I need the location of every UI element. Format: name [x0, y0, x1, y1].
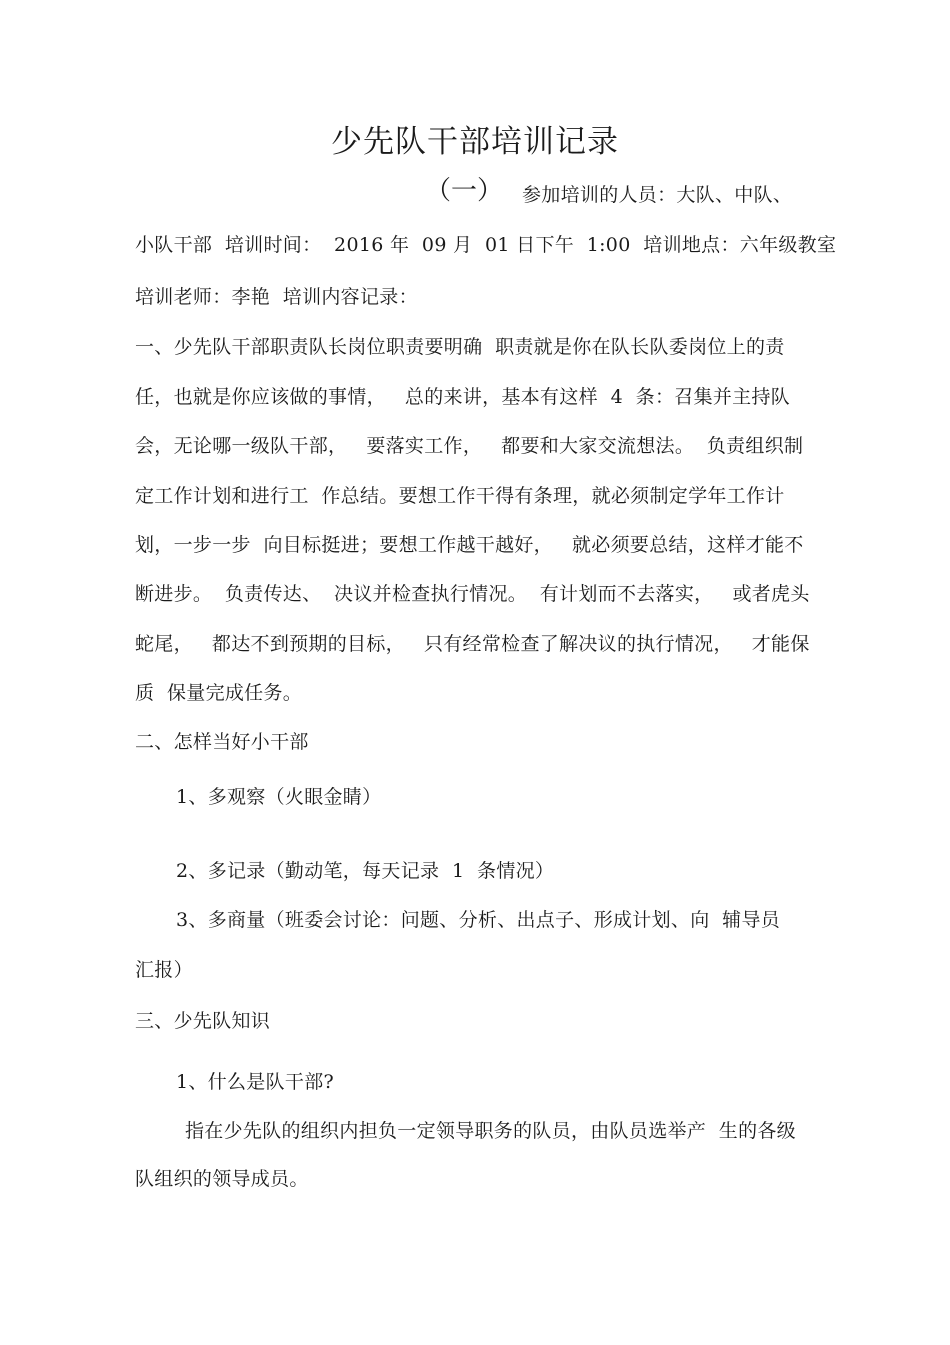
text-line: 指在少先队的组织内担负一定领导职务的队员，由队员选举产 生的各级: [185, 1120, 796, 1142]
text-line: 划，一步一步 向目标挺进；要想工作越干越好， 就必须要总结，这样才能不: [135, 534, 804, 556]
list-item: 1、多观察（火眼金睛）: [176, 786, 382, 808]
section-mark: （一）: [425, 176, 504, 206]
section-heading: 二、怎样当好小干部: [135, 731, 309, 753]
text-line: 培训老师：李艳 培训内容记录：: [135, 286, 418, 308]
text-line: 蛇尾， 都达不到预期的目标， 只有经常检查了解决议的执行情况， 才能保: [135, 633, 810, 655]
text-line: 会，无论哪一级队干部， 要落实工作， 都要和大家交流想法。 负责组织制: [135, 435, 804, 457]
section-heading: 三、少先队知识: [135, 1010, 271, 1032]
text-line: 队组织的领导成员。: [135, 1168, 309, 1190]
text-line: 断进步。 负责传达、 决议并检查执行情况。 有计划而不去落实， 或者虎头: [135, 583, 810, 605]
text-line: 小队干部 培训时间： 2016 年 09 月 01 日下午 1:00 培训地点：六年级教室: [135, 234, 837, 256]
text-line: 定工作计划和进行工 作总结。要想工作干得有条理，就必须制定学年工作计: [135, 485, 785, 507]
text-line: 任，也就是你应该做的事情， 总的来讲，基本有这样 4 条：召集并主持队: [135, 386, 791, 408]
text-line: 质 保量完成任务。: [135, 682, 303, 704]
text-line: 一、少先队干部职责队长岗位职责要明确 职责就是你在队长队委岗位上的责: [135, 336, 785, 358]
text-line: 参加培训的人员：大队、中队、: [522, 184, 793, 206]
list-item: 1、什么是队干部?: [176, 1071, 334, 1093]
list-item: 2、多记录（勤动笔，每天记录 1 条情况）: [176, 860, 555, 882]
list-item: 3、多商量（班委会讨论：问题、分析、出点子、形成计划、向 辅导员: [176, 909, 781, 931]
text-line: 汇报）: [135, 959, 193, 981]
page-title: 少先队干部培训记录: [331, 124, 619, 160]
